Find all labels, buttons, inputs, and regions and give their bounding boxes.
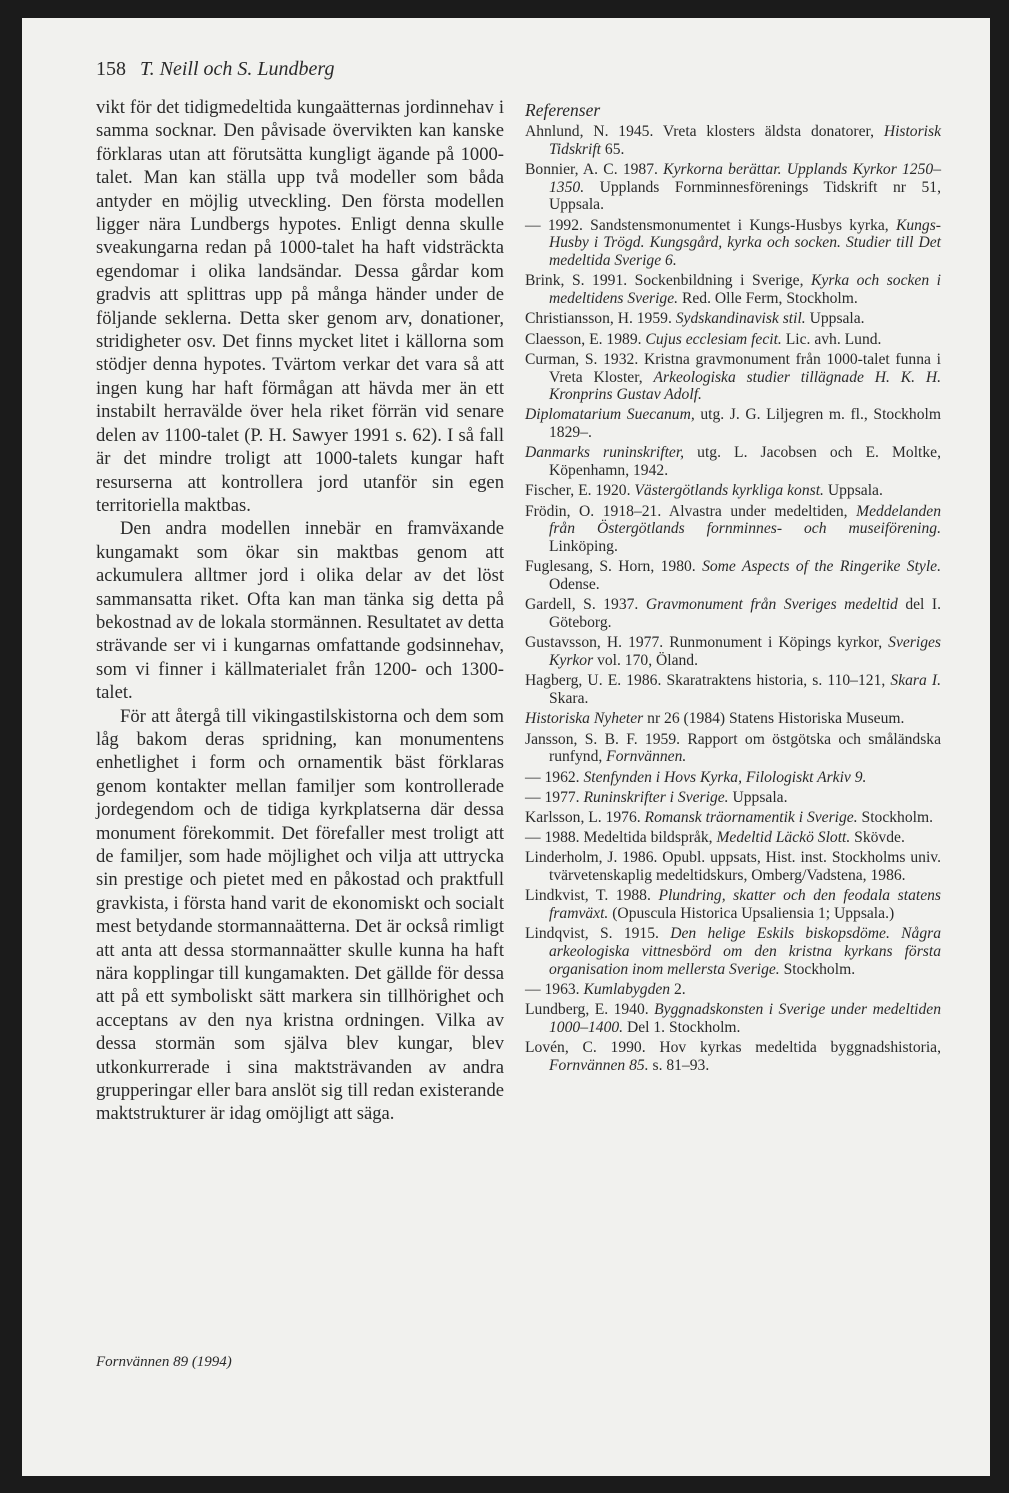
- running-head-authors: T. Neill och S. Lundberg: [140, 58, 335, 80]
- running-head: [96, 58, 334, 81]
- reference-before-text: Ahnlund, N. 1945. Vreta klosters äldsta donatorer,: [525, 122, 884, 140]
- reference-after-text: Red. Olle Ferm, Stockholm.: [678, 290, 858, 308]
- reference-entry: [525, 1039, 941, 1075]
- reference-italic-text: Cujus ecclesiam fecit.: [645, 330, 782, 348]
- reference-after-text: Skara.: [549, 690, 589, 708]
- reference-after-text: Stockholm.: [779, 960, 856, 978]
- reference-entry: [525, 310, 941, 328]
- reference-before-text: Lovén, C. 1990. Hov kyrkas medeltida byggnadshistoria,: [525, 1039, 941, 1057]
- reference-entry: [525, 981, 941, 999]
- reference-entry: [525, 672, 941, 708]
- reference-list: [525, 123, 941, 1075]
- reference-entry: [525, 406, 941, 442]
- reference-after-text: vol. 170, Öland.: [593, 652, 699, 670]
- reference-entry: [525, 829, 941, 847]
- reference-italic-text: Byggnadskonsten i Sverige under medeltiden 1000–1400.: [549, 1001, 941, 1037]
- reference-entry: [525, 849, 941, 885]
- reference-before-text: Hagberg, U. E. 1986. Skaratraktens historia, s. 110–121,: [525, 672, 891, 690]
- reference-italic-text: Den helige Eskils biskopsdöme. Några arkeologiska vittnesbörd om den kristna kyrkans första organisation inom mellersta Sverige.: [549, 925, 941, 978]
- reference-entry: [525, 161, 941, 214]
- reference-after-text: 2.: [670, 981, 686, 999]
- reference-entry: [525, 351, 941, 404]
- body-paragraph-3: För att återgå till vikingastilskistorna och dem som låg bakom deras spridning, kan monumentens enhetlighet i form och ornamentik bäst förklaras genom kontakter mellan familjer som kontrollerade jordegendom och de tidiga kyrkplatserna där dessa monument förekommit. Det förefaller mest troligt att de familjer, som hade möjlighet och vilja att uttrycka sin prestige och pietet med en påkostad och praktfull gravkista, i första hand varit de ekonomiskt och socialt mest betydande stormannaätterna. Det är också rimligt att anta att dessa stormannaätter skulle kunna ha haft nära kopplingar till kungamakten. Det gällde för dessa att på ett symboliskt sätt markera sin tillhörighet och acceptans av den nya kristna ordningen. Vilka av dessa stormän som själva blev kungar, blev utkonkurrerade i sina maktsträvanden av andra grupperingar eller bara anslöt sig till redan existerande maktstrukturer är idag omöjligt att säga.: [96, 705, 504, 1125]
- reference-entry: [525, 272, 941, 308]
- reference-before-text: Curman, S. 1932. Kristna gravmonument från 1000-talet funna i Vreta Kloster,: [525, 350, 941, 386]
- reference-entry: [525, 331, 941, 349]
- reference-before-text: Lundberg, E. 1940.: [525, 1001, 655, 1019]
- reference-entry: [525, 809, 941, 827]
- reference-before-text: Linderholm, J. 1986. Opubl. uppsats, Hist. inst. Stockholms univ. tvärvetenskaplig medeltidskurs, Omberg/Vadstena, 1986.: [525, 849, 941, 885]
- reference-entry: [525, 710, 941, 728]
- references-column: [525, 102, 941, 1077]
- reference-italic-text: Meddelanden från Östergötlands fornminnes- och museiförening.: [549, 502, 941, 538]
- reference-before-text: Gustavsson, H. 1977. Runmonument i Köpings kyrkor,: [525, 634, 889, 652]
- reference-entry: [525, 123, 941, 159]
- reference-entry: [525, 558, 941, 594]
- reference-italic-text: Fornvännen.: [606, 748, 687, 766]
- reference-italic-text: Sveriges Kyrkor: [549, 634, 941, 670]
- reference-after-text: Linköping.: [549, 538, 618, 556]
- reference-before-text: — 1962.: [525, 768, 584, 786]
- reference-italic-text: Västergötlands kyrkliga konst.: [634, 482, 824, 500]
- body-text-column: [96, 96, 504, 1126]
- reference-before-text: Claesson, E. 1989.: [525, 330, 646, 348]
- reference-italic-text: Diplomatarium Suecanum,: [525, 406, 695, 424]
- reference-entry: [525, 217, 941, 270]
- reference-entry: [525, 925, 941, 978]
- reference-before-text: — 1977.: [525, 788, 584, 806]
- reference-italic-text: Kungs-Husby i Trögd. Kungsgård, kyrka och socken. Studier till Det medeltida Sverige 6.: [549, 216, 941, 270]
- reference-italic-text: Arkeologiska studier tillägnade H. K. H. Kronprins Gustav Adolf.: [549, 368, 941, 404]
- reference-entry: [525, 444, 941, 480]
- reference-after-text: Odense.: [549, 576, 600, 594]
- reference-entry: [525, 596, 941, 632]
- reference-italic-text: Historisk Tidskrift: [549, 122, 941, 158]
- reference-after-text: s. 81–93.: [648, 1057, 710, 1074]
- reference-after-text: Lic. avh. Lund.: [781, 330, 882, 348]
- journal-footer: Fornvännen 89 (1994): [96, 1354, 232, 1370]
- reference-after-text: 65.: [601, 140, 625, 158]
- reference-italic-text: Runinskrifter i Sverige.: [583, 788, 729, 806]
- reference-italic-text: Gravmonument från Sveriges medeltid: [645, 596, 898, 614]
- reference-before-text: Gardell, S. 1937.: [525, 596, 646, 614]
- reference-after-text: (Opuscula Historica Upsaliensia 1; Uppsala.): [608, 905, 895, 923]
- reference-before-text: Brink, S. 1991. Sockenbildning i Sverige,: [525, 272, 812, 290]
- reference-entry: [525, 482, 941, 500]
- reference-before-text: Jansson, S. B. F. 1959. Rapport om östgötska och småländska runfynd,: [525, 730, 941, 766]
- reference-italic-text: Fornvännen 85.: [549, 1057, 649, 1074]
- reference-entry: [525, 634, 941, 670]
- reference-entry: [525, 887, 941, 923]
- reference-italic-text: Kumlabygden: [583, 981, 671, 999]
- reference-entry: [525, 731, 941, 767]
- page-number: 158: [96, 58, 126, 80]
- reference-italic-text: Kyrkorna berättar. Upplands Kyrkor 1250–1350.: [549, 160, 941, 196]
- reference-after-text: utg. J. G. Liljegren m. fl., Stockholm 1829–.: [549, 406, 941, 442]
- reference-after-text: Del 1. Stockholm.: [623, 1019, 741, 1037]
- reference-after-text: Skövde.: [850, 829, 905, 847]
- reference-before-text: Frödin, O. 1918–21. Alvastra under medeltiden,: [525, 502, 857, 520]
- journal-page: [22, 18, 990, 1476]
- reference-before-text: Bonnier, A. C. 1987.: [525, 160, 664, 178]
- reference-entry: [525, 1001, 941, 1037]
- reference-before-text: — 1963.: [525, 981, 584, 999]
- reference-italic-text: Some Aspects of the Ringerike Style.: [702, 558, 941, 576]
- reference-entry: [525, 503, 941, 556]
- body-paragraph-1: vikt för det tidigmedeltida kungaätternas jordinnehav i samma socknar. Den påvisade övervikten kan kanske förklaras utan att förutsätta kungligt ägande på 1000-talet. Man kan ställa upp två modeller som båda antyder en möjlig utveckling. Den första modellen ligger nära Lundbergs hypotes. Enligt denna skulle sveakungarna redan på 1000-talet ha haft vidsträckta egendomar i olika landsändar. Dessa gårdar kom gradvis att splittras upp på många händer under de följande seklerna. Detta sker genom arv, donationer, stridigheter osv. Det finns mycket litet i källorna som stödjer denna hypotes. Tvärtom verkar det vara så att ingen kung har haft förmågan att hävda mer än ett instabilt herravälde över hela riket förrän vid senare delen av 1100-talet (P. H. Sawyer 1991 s. 62). I så fall är det mindre troligt att 1000-talets kungar haft resurserna att kontrollera jord utanför sin egen territoriella maktbas.: [96, 97, 504, 516]
- reference-italic-text: Skara I.: [890, 672, 941, 690]
- reference-italic-text: Sydskandinavisk stil.: [675, 310, 806, 328]
- reference-italic-text: Danmarks runinskrifter,: [525, 444, 685, 462]
- reference-before-text: Fuglesang, S. Horn, 1980.: [525, 558, 703, 576]
- reference-italic-text: Historiska Nyheter: [525, 710, 644, 728]
- reference-after-text: nr 26 (1984) Statens Historiska Museum.: [643, 710, 905, 728]
- reference-italic-text: Kyrka och socken i medeltidens Sverige.: [549, 272, 942, 308]
- reference-after-text: Uppsala.: [728, 788, 788, 806]
- reference-before-text: Fischer, E. 1920.: [525, 482, 635, 500]
- reference-after-text: utg. L. Jacobsen och E. Moltke, Köpenhamn, 1942.: [549, 444, 941, 480]
- reference-italic-text: Stenfynden i Hovs Kyrka, Filologiskt Arkiv 9.: [583, 768, 867, 786]
- reference-italic-text: Romansk träornamentik i Sverige.: [644, 808, 858, 826]
- reference-after-text: Stockholm.: [857, 808, 933, 826]
- reference-before-text: Christiansson, H. 1959.: [525, 310, 676, 328]
- reference-before-text: — 1992. Sandstensmonumentet i Kungs-Husbys kyrka,: [525, 216, 896, 234]
- reference-after-text: del I. Göteborg.: [549, 596, 941, 632]
- reference-after-text: Uppsala.: [805, 310, 865, 328]
- reference-entry: [525, 769, 941, 787]
- reference-after-text: Uppsala.: [823, 482, 883, 500]
- reference-before-text: — 1988. Medeltida bildspråk,: [525, 829, 717, 847]
- reference-italic-text: Medeltid Läckö Slott.: [716, 829, 851, 847]
- reference-after-text: Upplands Fornminnesförenings Tidskrift nr 51, Uppsala.: [549, 178, 941, 214]
- reference-italic-text: Plundring, skatter och den feodala statens framväxt.: [549, 887, 941, 923]
- reference-before-text: Karlsson, L. 1976.: [525, 808, 645, 826]
- reference-before-text: Lindkvist, T. 1988.: [525, 887, 659, 905]
- body-paragraph-2: Den andra modellen innebär en framväxande kungamakt som ökar sin maktbas genom att ackumulera alltmer jord i olika delar av det löst sammansatta riket. Ofta kan man tänka sig detta på bekostnad av de lokala stormännen. Resultatet av detta strävande ser vi i kungarnas omfattande godsinnehav, som vi finner i källmaterialet från 1200- och 1300-talet.: [96, 518, 504, 704]
- reference-before-text: Lindqvist, S. 1915.: [525, 925, 671, 943]
- reference-entry: [525, 789, 941, 807]
- references-heading: Referenser: [525, 100, 601, 120]
